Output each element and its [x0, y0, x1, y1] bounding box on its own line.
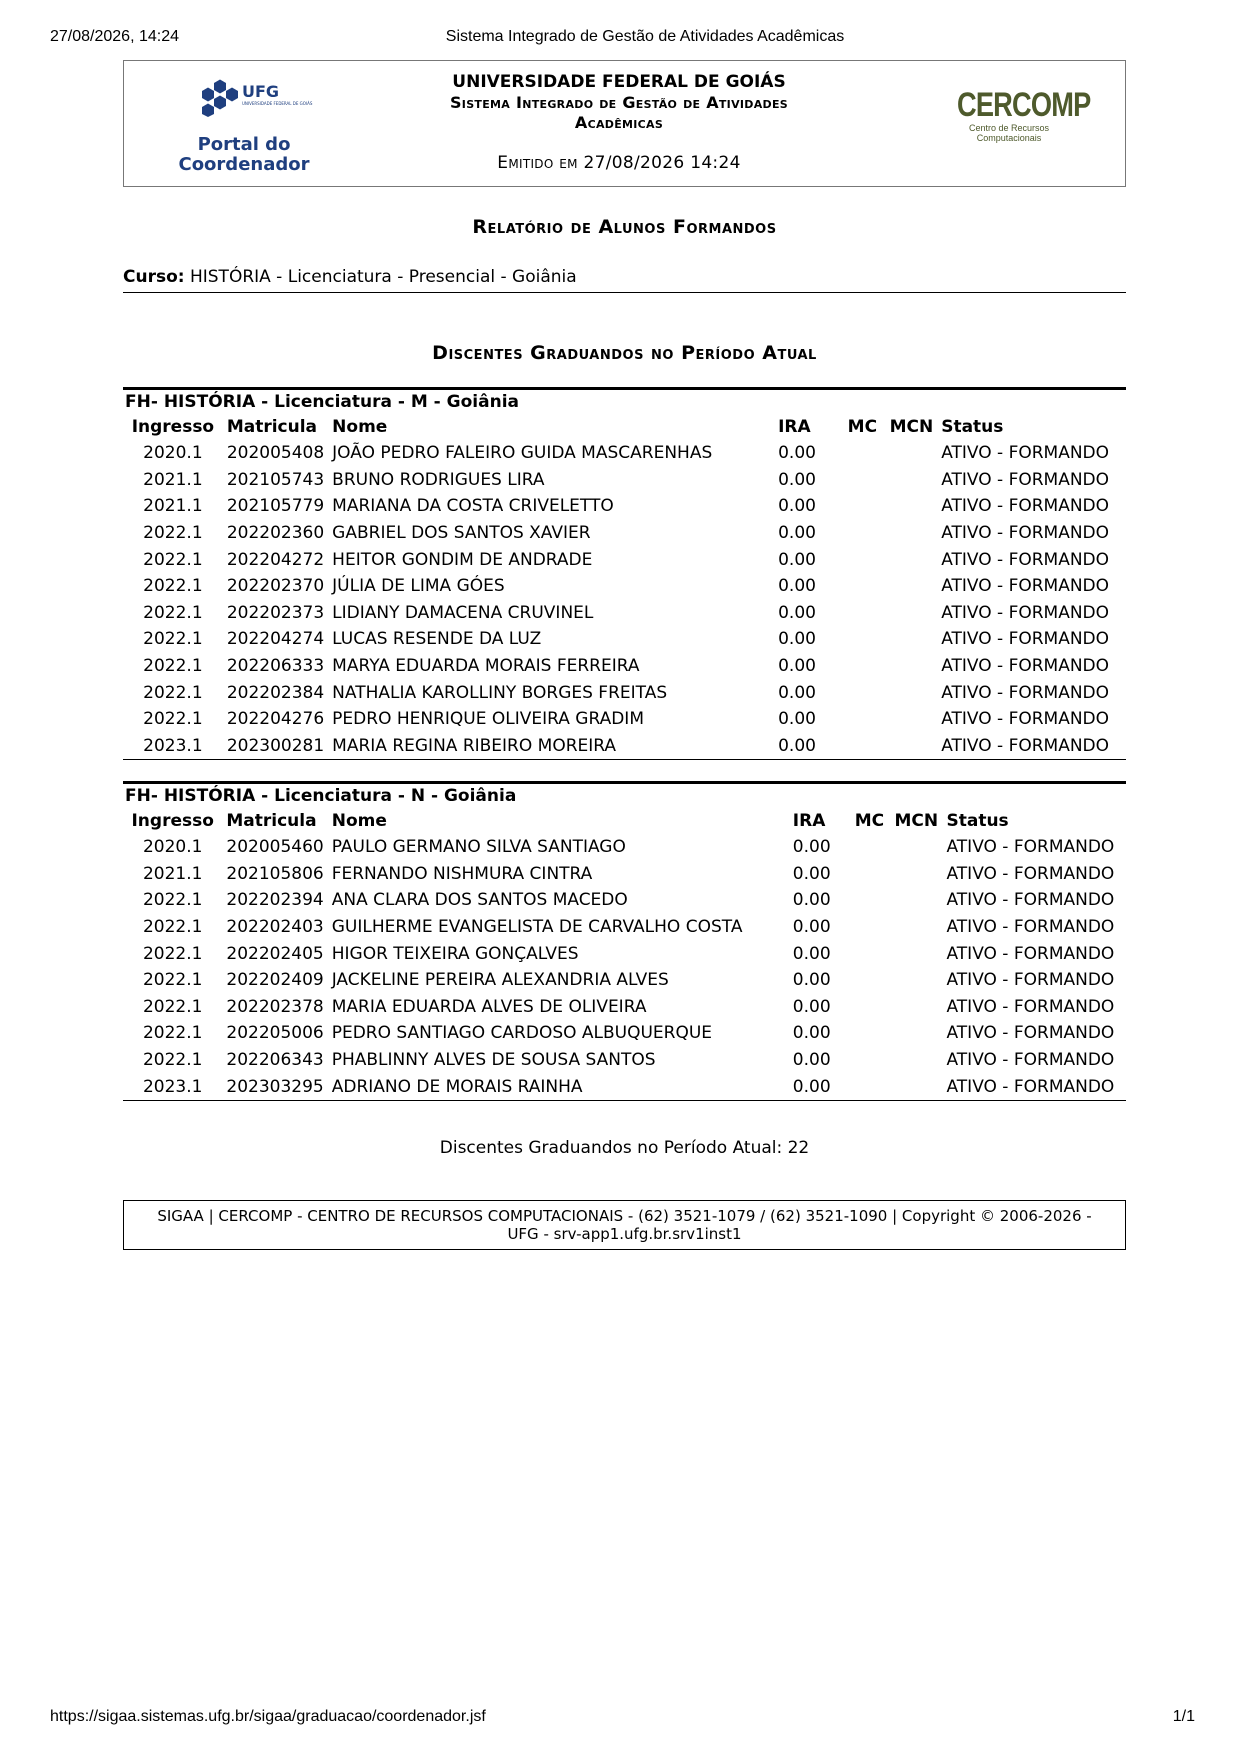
cell-mcn — [891, 1020, 943, 1047]
ufg-logo — [194, 77, 313, 117]
cell-mcn — [886, 626, 938, 653]
cell-nome: ADRIANO DE MORAIS RAINHA — [331, 1076, 583, 1097]
table-header-row — [123, 808, 1126, 834]
cell-ingresso: 2020.1 — [142, 837, 203, 858]
cell-mc — [851, 1020, 891, 1047]
cell-nome: GABRIEL DOS SANTOS XAVIER — [332, 523, 591, 544]
cell-ira: 0.00 — [792, 917, 831, 938]
cell-mc — [844, 440, 886, 467]
cell-ira: 0.00 — [778, 602, 816, 623]
cell-mcn — [886, 573, 938, 600]
students-table — [123, 414, 1126, 759]
portal-line-1: Portal do — [197, 134, 291, 155]
column-header-nome: Nome — [331, 811, 387, 831]
cell-nome: JACKELINE PEREIRA ALEXANDRIA ALVES — [331, 970, 669, 991]
cell-ingresso: 2022.1 — [143, 549, 203, 570]
group-bottom-rule — [123, 1100, 1126, 1101]
table-row — [123, 733, 1126, 760]
cell-ira: 0.00 — [778, 709, 816, 730]
cell-ingresso: 2022.1 — [143, 709, 203, 730]
cell-mc — [851, 914, 891, 941]
cell-mcn — [886, 546, 938, 573]
cell-matricula: 202300281 — [226, 735, 325, 756]
table-row — [123, 706, 1126, 733]
cell-ira: 0.00 — [792, 837, 831, 858]
cell-ira: 0.00 — [792, 996, 831, 1017]
group-bottom-rule — [123, 759, 1126, 760]
cercomp-logo — [944, 86, 1091, 143]
print-header — [0, 28, 1240, 52]
cell-matricula: 202204272 — [226, 549, 325, 570]
cell-matricula: 202206343 — [226, 1050, 324, 1071]
cell-ingresso: 2022.1 — [142, 970, 203, 991]
table-row — [123, 994, 1126, 1021]
cell-matricula: 202202405 — [226, 943, 324, 964]
print-url: https://sigaa.sistemas.ufg.br/sigaa/graduacao/coordenador.jsf — [50, 1708, 486, 1725]
cell-matricula: 202105806 — [226, 863, 324, 884]
print-datetime: 27/08/2026, 14:24 — [50, 28, 180, 45]
table-row — [123, 1073, 1126, 1100]
cell-mcn — [886, 733, 938, 760]
cell-nome: MARIA EDUARDA ALVES DE OLIVEIRA — [331, 996, 647, 1017]
cell-status: ATIVO - FORMANDO — [941, 496, 1110, 517]
cell-nome: BRUNO RODRIGUES LIRA — [332, 469, 545, 490]
system-footer: SIGAA | CERCOMP - CENTRO DE RECURSOS COMPUTACIONAIS - (62) 3521-1079 / (62) 3521-1090 | Copyright © 2006-2026 - UFG - srv-app1.ufg.br.srv1inst1 — [123, 1200, 1126, 1250]
cell-matricula: 202202373 — [226, 602, 325, 623]
ufg-logo-text: UFG — [242, 82, 280, 101]
cell-ira: 0.00 — [778, 682, 816, 703]
cell-status: ATIVO - FORMANDO — [941, 602, 1110, 623]
cell-mc — [851, 887, 891, 914]
section-title: Discentes Graduandos no Período Atual — [432, 342, 817, 364]
cell-ira: 0.00 — [792, 890, 831, 911]
cell-matricula: 202105743 — [226, 469, 325, 490]
report-title: Relatório de Alunos Formandos — [472, 216, 777, 238]
cell-nome: PHABLINNY ALVES DE SOUSA SANTOS — [331, 1050, 656, 1071]
table-row — [123, 546, 1126, 573]
column-header-nome: Nome — [332, 417, 388, 437]
cell-ingresso: 2021.1 — [143, 469, 203, 490]
cell-matricula: 202105779 — [226, 496, 325, 517]
cell-ingresso: 2023.1 — [143, 735, 203, 756]
cell-ingresso: 2022.1 — [143, 656, 203, 677]
cell-ira: 0.00 — [778, 735, 816, 756]
cell-nome: JOÃO PEDRO FALEIRO GUIDA MASCARENHAS — [332, 443, 713, 464]
cell-ingresso: 2022.1 — [142, 1023, 203, 1044]
cell-mcn — [886, 467, 938, 494]
cell-mcn — [891, 914, 943, 941]
cell-nome: FERNANDO NISHMURA CINTRA — [331, 863, 593, 884]
cell-ingresso: 2023.1 — [142, 1076, 203, 1097]
curso-value: HISTÓRIA - Licenciatura - Presencial - Goiânia — [189, 267, 577, 287]
table-row — [123, 887, 1126, 914]
column-header-matricula: Matricula — [226, 417, 318, 437]
emitted-date: Emitido em 27/08/2026 14:24 — [497, 153, 741, 173]
cell-mcn — [886, 706, 938, 733]
cell-status: ATIVO - FORMANDO — [946, 837, 1115, 858]
cell-nome: MARIANA DA COSTA CRIVELETTO — [332, 496, 614, 517]
cell-ira: 0.00 — [792, 1076, 831, 1097]
table-row — [123, 679, 1126, 706]
cell-ingresso: 2022.1 — [143, 629, 203, 650]
cell-mcn — [891, 940, 943, 967]
university-name: UNIVERSIDADE FEDERAL DE GOIÁS — [452, 72, 786, 92]
cell-mc — [844, 573, 886, 600]
cell-mc — [851, 1047, 891, 1074]
cell-nome: HEITOR GONDIM DE ANDRADE — [332, 549, 593, 570]
cell-status: ATIVO - FORMANDO — [946, 970, 1115, 991]
cell-ingresso: 2022.1 — [143, 576, 203, 597]
cell-ira: 0.00 — [792, 970, 831, 991]
cell-ira: 0.00 — [792, 943, 831, 964]
table-row — [123, 834, 1126, 861]
cell-matricula: 202204274 — [226, 629, 325, 650]
cell-matricula: 202202384 — [226, 682, 325, 703]
cell-ira: 0.00 — [778, 496, 816, 517]
cell-mcn — [891, 1073, 943, 1100]
column-header-ingresso: Ingresso — [131, 417, 215, 437]
cell-mc — [844, 653, 886, 680]
cell-ira: 0.00 — [778, 469, 816, 490]
group-title: FH- HISTÓRIA - Licenciatura - M - Goiânia — [123, 387, 1126, 414]
cell-mcn — [891, 967, 943, 994]
header-center — [384, 71, 854, 133]
cercomp-logo-text: CERCOMP — [957, 86, 1091, 124]
print-page-number: 1/1 — [1172, 1708, 1195, 1725]
cell-status: ATIVO - FORMANDO — [946, 863, 1115, 884]
cell-mc — [851, 967, 891, 994]
cell-matricula: 202005408 — [226, 443, 325, 464]
cell-ingresso: 2022.1 — [143, 682, 203, 703]
cell-status: ATIVO - FORMANDO — [941, 656, 1110, 677]
cell-nome: LIDIANY DAMACENA CRUVINEL — [332, 602, 594, 623]
cell-mc — [844, 733, 886, 760]
cell-mc — [851, 834, 891, 861]
cell-status: ATIVO - FORMANDO — [941, 682, 1110, 703]
cell-ira: 0.00 — [778, 576, 816, 597]
cell-mcn — [891, 994, 943, 1021]
cell-ira: 0.00 — [778, 629, 816, 650]
print-footer — [0, 1708, 1240, 1732]
cell-ingresso: 2022.1 — [143, 602, 203, 623]
column-header-ira: IRA — [792, 811, 826, 831]
cell-ingresso: 2022.1 — [143, 523, 203, 544]
cell-status: ATIVO - FORMANDO — [946, 1023, 1115, 1044]
print-title: Sistema Integrado de Gestão de Atividades Acadêmicas — [445, 28, 845, 45]
portal-line-2: Coordenador — [178, 154, 310, 175]
cell-mcn — [891, 1047, 943, 1074]
portal-label — [164, 135, 324, 175]
cell-nome: PEDRO SANTIAGO CARDOSO ALBUQUERQUE — [331, 1023, 713, 1044]
column-header-matricula: Matricula — [226, 811, 317, 831]
cell-matricula: 202202360 — [226, 523, 325, 544]
cell-mc — [844, 520, 886, 547]
cell-matricula: 202202378 — [226, 996, 324, 1017]
cell-status: ATIVO - FORMANDO — [946, 890, 1115, 911]
cell-nome: NATHALIA KAROLLINY BORGES FREITAS — [332, 682, 668, 703]
system-name-line-2: Acadêmicas — [574, 113, 664, 132]
cell-mcn — [891, 887, 943, 914]
cell-mc — [851, 861, 891, 888]
column-header-ira: IRA — [778, 417, 811, 437]
total-count: Discentes Graduandos no Período Atual: 22 — [439, 1138, 810, 1158]
cell-status: ATIVO - FORMANDO — [941, 549, 1110, 570]
cell-status: ATIVO - FORMANDO — [946, 996, 1115, 1017]
cell-mc — [851, 1073, 891, 1100]
cell-nome: ANA CLARA DOS SANTOS MACEDO — [331, 890, 628, 911]
column-header-status: Status — [946, 811, 1009, 831]
table-row — [123, 626, 1126, 653]
cell-ira: 0.00 — [792, 1050, 831, 1071]
cell-status: ATIVO - FORMANDO — [941, 709, 1110, 730]
cell-nome: JÚLIA DE LIMA GÓES — [332, 576, 505, 597]
cell-status: ATIVO - FORMANDO — [941, 735, 1110, 756]
table-row — [123, 573, 1126, 600]
cell-ingresso: 2022.1 — [142, 917, 203, 938]
cell-mcn — [891, 834, 943, 861]
cell-status: ATIVO - FORMANDO — [941, 576, 1110, 597]
group-title: FH- HISTÓRIA - Licenciatura - N - Goiânia — [123, 781, 1126, 808]
column-header-mcn: MCN — [894, 811, 939, 831]
cell-status: ATIVO - FORMANDO — [941, 469, 1110, 490]
cell-matricula: 202303295 — [226, 1076, 324, 1097]
cell-mcn — [886, 679, 938, 706]
table-row — [123, 493, 1126, 520]
cell-ira: 0.00 — [778, 443, 816, 464]
cell-matricula: 202202409 — [226, 970, 324, 991]
cell-mcn — [886, 653, 938, 680]
cell-mc — [851, 940, 891, 967]
cell-ira: 0.00 — [792, 1023, 831, 1044]
cell-mcn — [886, 493, 938, 520]
student-group-m — [123, 387, 1126, 760]
cercomp-logo-subtext: Centro de Recursos Computacionais — [968, 123, 1050, 143]
column-header-mc: MC — [847, 417, 878, 437]
cell-mc — [844, 600, 886, 627]
cell-nome: MARIA REGINA RIBEIRO MOREIRA — [332, 735, 617, 756]
cell-nome: LUCAS RESENDE DA LUZ — [332, 629, 542, 650]
table-row — [123, 520, 1126, 547]
table-row — [123, 1020, 1126, 1047]
cell-status: ATIVO - FORMANDO — [941, 629, 1110, 650]
cell-nome: GUILHERME EVANGELISTA DE CARVALHO COSTA — [331, 917, 743, 938]
table-row — [123, 440, 1126, 467]
cell-ira: 0.00 — [778, 523, 816, 544]
cell-ira: 0.00 — [778, 549, 816, 570]
cell-nome: PAULO GERMANO SILVA SANTIAGO — [331, 837, 626, 858]
column-header-status: Status — [941, 417, 1004, 437]
table-row — [123, 467, 1126, 494]
cell-nome: MARYA EDUARDA MORAIS FERREIRA — [332, 656, 640, 677]
column-header-ingresso: Ingresso — [131, 811, 214, 831]
cell-mc — [844, 546, 886, 573]
cell-ira: 0.00 — [778, 656, 816, 677]
cell-mc — [844, 679, 886, 706]
table-row — [123, 861, 1126, 888]
cell-matricula: 202005460 — [226, 837, 324, 858]
cell-ingresso: 2021.1 — [142, 863, 203, 884]
cell-mc — [844, 467, 886, 494]
cell-ingresso: 2022.1 — [142, 996, 203, 1017]
cell-mc — [844, 626, 886, 653]
table-row — [123, 1047, 1126, 1074]
cell-ingresso: 2021.1 — [143, 496, 203, 517]
cell-matricula: 202202394 — [226, 890, 324, 911]
cell-status: ATIVO - FORMANDO — [946, 917, 1115, 938]
cell-matricula: 202205006 — [226, 1023, 324, 1044]
curso-line — [123, 267, 1126, 293]
table-row — [123, 967, 1126, 994]
table-row — [123, 914, 1126, 941]
cell-matricula: 202202370 — [226, 576, 325, 597]
report-header — [123, 60, 1126, 187]
ufg-logo-subtext: UNIVERSIDADE FEDERAL DE GOIÁS — [242, 101, 313, 106]
cell-status: ATIVO - FORMANDO — [941, 443, 1110, 464]
students-table — [123, 808, 1126, 1100]
cell-mcn — [891, 861, 943, 888]
cell-ingresso: 2022.1 — [142, 890, 203, 911]
table-row — [123, 653, 1126, 680]
cell-ingresso: 2022.1 — [142, 943, 203, 964]
cell-mc — [851, 994, 891, 1021]
table-row — [123, 600, 1126, 627]
cell-mc — [844, 493, 886, 520]
cell-ira: 0.00 — [792, 863, 831, 884]
column-header-mc: MC — [854, 811, 885, 831]
cell-matricula: 202202403 — [226, 917, 324, 938]
cell-status: ATIVO - FORMANDO — [946, 1050, 1115, 1071]
cell-mc — [844, 706, 886, 733]
system-name-line-1: Sistema Integrado de Gestão de Atividades — [449, 93, 788, 112]
curso-label: Curso: — [123, 267, 185, 287]
cell-nome: PEDRO HENRIQUE OLIVEIRA GRADIM — [332, 709, 644, 730]
cell-status: ATIVO - FORMANDO — [946, 943, 1115, 964]
cell-ingresso: 2022.1 — [142, 1050, 203, 1071]
table-header-row — [123, 414, 1126, 440]
cell-nome: HIGOR TEIXEIRA GONÇALVES — [331, 943, 579, 964]
cell-mcn — [886, 520, 938, 547]
cell-matricula: 202206333 — [226, 656, 325, 677]
cell-status: ATIVO - FORMANDO — [941, 523, 1110, 544]
cell-matricula: 202204276 — [226, 709, 325, 730]
cell-status: ATIVO - FORMANDO — [946, 1076, 1115, 1097]
cell-mcn — [886, 600, 938, 627]
cell-mcn — [886, 440, 938, 467]
cell-ingresso: 2020.1 — [143, 443, 203, 464]
table-row — [123, 940, 1126, 967]
student-group-n — [123, 781, 1126, 1101]
column-header-mcn: MCN — [889, 417, 934, 437]
